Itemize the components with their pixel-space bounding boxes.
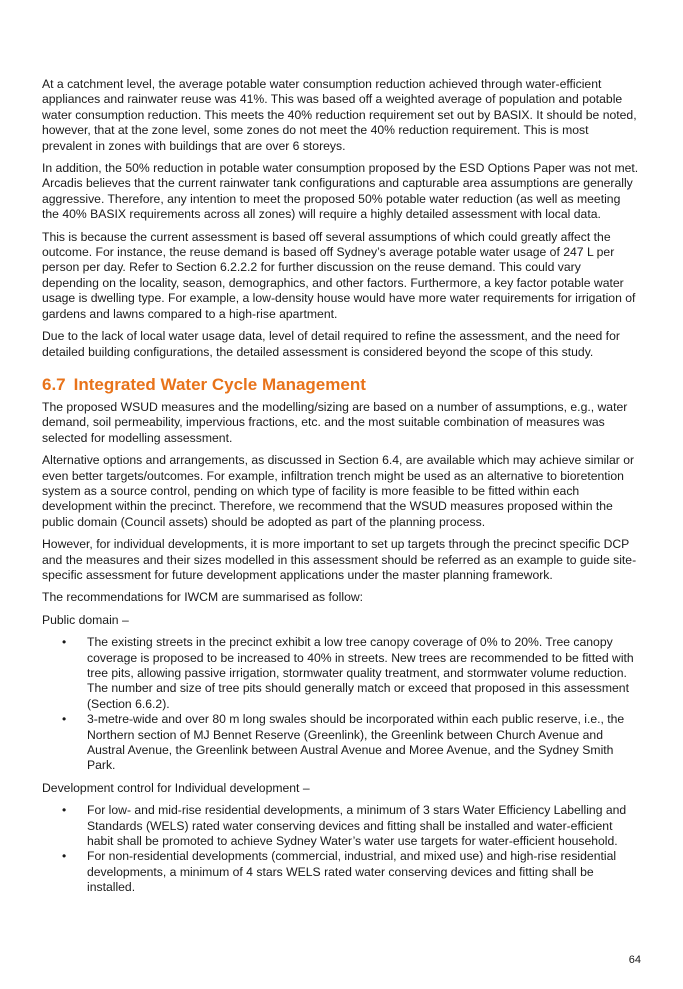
paragraph: Alternative options and arrangements, as discussed in Section 6.4, are available which may achieve similar or even better targets/outcomes. For example, infiltration trench might be used as an alternative to bioretention system as a source control, pending on which type of facility is more feasible to be fitted within each development within the precinct. Therefore, we recommend that the WSUD measures proposed within the public domain (Council assets) should be adopted as part of the planning process. xyxy=(42,453,635,529)
public-domain-heading: Public domain – xyxy=(42,612,129,627)
list-item-text: For low- and mid-rise residential developments, a minimum of 3 stars Water Efficiency Labelling and Standards (WELS) rated water conserving devices and fitting shall be installed and water-efficient habit shall be promoted to achieve Sydney Water’s water use targets for water-efficient household. xyxy=(87,803,627,849)
list-item xyxy=(42,803,640,849)
public-domain-list xyxy=(42,635,640,774)
paragraph: At a catchment level, the average potable water consumption reduction achieved through water-efficient appliances and rainwater reuse was 41%. This was based off a weighted average of population and potable water consumption reduction. This meets the 40% reduction requirement set out by BASIX. It should be noted, however, that at the zone level, some zones do not meet the 40% reduction requirement. This is most prevalent in zones with buildings that are over 6 storeys. xyxy=(42,77,637,153)
paragraph: In addition, the 50% reduction in potable water consumption proposed by the ESD Options Paper was not met. Arcadis believes that the current rainwater tank configurations and capturable area assumptions are generally aggressive. Therefore, any intention to meet the proposed 50% potable water reduction (as well as meeting the 40% BASIX requirements across all zones) will require a highly detailed assessment with local data. xyxy=(42,161,639,222)
list-item-text: The existing streets in the precinct exhibit a low tree canopy coverage of 0% to 20%. Tree canopy coverage is proposed to be increased to 40% in streets. New trees are recommended to be fitted with tree pits, allowing passive irrigation, stormwater quality treatment, and stormwater volume reduction. The number and size of tree pits should generally match or exceed that proposed in this assessment (Section 6.6.2). xyxy=(87,635,634,711)
section-heading xyxy=(42,374,640,396)
bullet-icon: • xyxy=(62,635,67,650)
list-item-text: For non-residential developments (commercial, industrial, and mixed use) and high-rise residential developments, a minimum of 4 stars WELS rated water conserving devices and fitting shall be installed. xyxy=(87,849,617,895)
paragraph: The proposed WSUD measures and the modelling/sizing are based on a number of assumptions, e.g., water demand, soil permeability, impervious fractions, etc. and the most suitable combination of measures was selected for modelling assessment. xyxy=(42,399,628,445)
list-item xyxy=(42,635,640,712)
paragraph: However, for individual developments, it is more important to set up targets through the precinct specific DCP and the measures and their sizes modelled in this assessment should be referred as an example to guide site-specific assessment for future development applications under the master planning framework. xyxy=(42,537,637,582)
bullet-icon: • xyxy=(62,803,67,818)
paragraph: Due to the lack of local water usage data, level of detail required to refine the assessment, and the need for detailed building configurations, the detailed assessment is considered beyond the scope of this study. xyxy=(42,329,620,359)
paragraph: This is because the current assessment is based off several assumptions of which could greatly affect the outcome. For instance, the reuse demand is based off Sydney’s average potable water usage of 247 L per person per day. Refer to Section 6.2.2.2 for further discussion on the reuse demand. This could vary depending on the locality, season, demographics, and other factors. Furthermore, a key factor potable water usage is dwelling type. For example, a low-density house would have more water requirements for irrigation of gardens and lawns compared to a high-rise apartment. xyxy=(42,229,636,321)
page-number: 64 xyxy=(628,954,641,966)
document-page xyxy=(42,77,640,903)
list-item xyxy=(42,712,640,774)
bullet-icon: • xyxy=(62,712,67,727)
list-item xyxy=(42,849,640,895)
section-title: Integrated Water Cycle Management xyxy=(73,374,366,394)
section-number: 6.7 xyxy=(42,374,66,394)
development-control-list xyxy=(42,803,640,895)
list-item-text: 3-metre-wide and over 80 m long swales should be incorporated within each public reserve, i.e., the Northern section of MJ Bennet Reserve (Greenlink), the Greenlink between Church Avenue and Austral Avenue, the Greenlink between Austral Avenue and Moree Avenue, and the Sydney Smith Park. xyxy=(87,712,625,773)
development-control-heading: Development control for Individual development – xyxy=(42,780,310,795)
paragraph: The recommendations for IWCM are summarised as follow: xyxy=(42,590,364,605)
bullet-icon: • xyxy=(62,849,67,864)
